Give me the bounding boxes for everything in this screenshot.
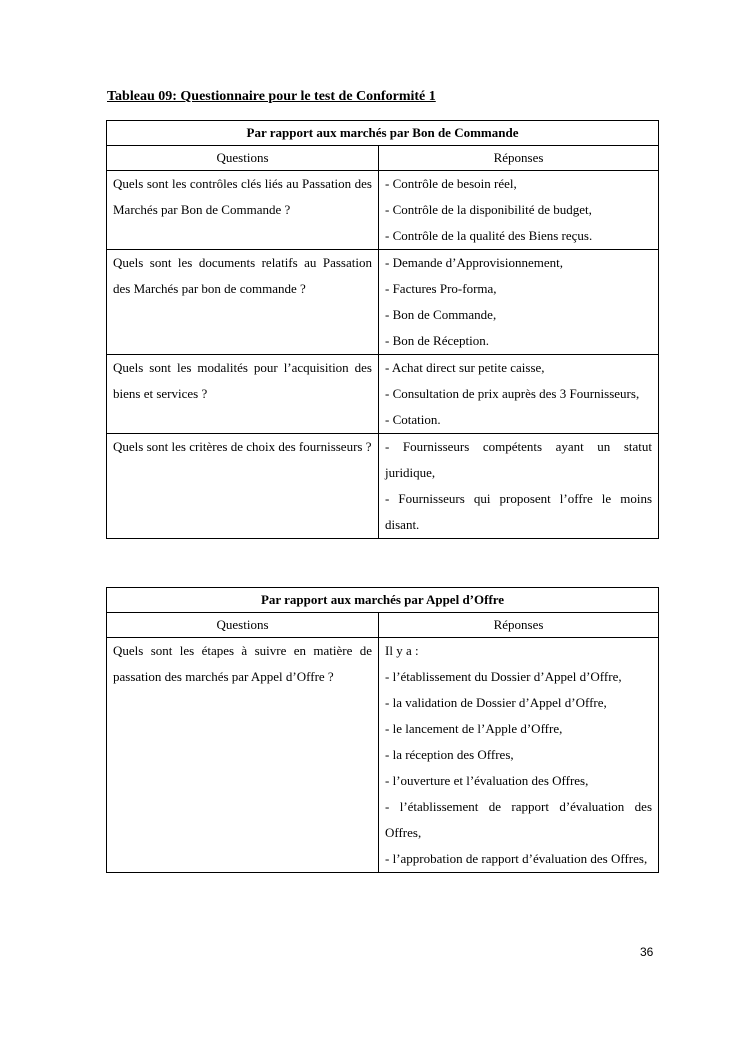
section-header: Par rapport aux marchés par Bon de Commande (107, 121, 659, 146)
answer-line: - Fournisseurs qui proposent l’offre le moins disant. (385, 491, 653, 532)
answer-line: - Contrôle de besoin réel, (385, 176, 517, 191)
answer-line: - Cotation. (385, 412, 441, 427)
answer-line: - la validation de Dossier d’Appel d’Offre, (385, 695, 607, 710)
answer-line: - le lancement de l’Apple d’Offre, (385, 721, 563, 736)
answer-cell (379, 250, 659, 355)
answer-line: - Achat direct sur petite caisse, (385, 360, 545, 375)
answer-line: - Contrôle de la disponibilité de budget, (385, 202, 592, 217)
question-cell: Quels sont les modalités pour l’acquisition des biens et services ? (107, 355, 379, 434)
answer-line: - Fournisseurs compétents ayant un statut juridique, (385, 439, 653, 480)
answer-line: - l’approbation de rapport d’évaluation des Offres, (385, 851, 648, 866)
column-header-responses: Réponses (379, 146, 659, 171)
answer-line: - la réception des Offres, (385, 747, 514, 762)
answer-cell (379, 434, 659, 539)
question-cell: Quels sont les contrôles clés liés au Passation des Marchés par Bon de Commande ? (107, 171, 379, 250)
table-row (107, 638, 659, 873)
answer-line: - l’établissement du Dossier d’Appel d’Offre, (385, 669, 622, 684)
answer-cell (379, 638, 659, 873)
table-caption: Tableau 09: Questionnaire pour le test de Conformité 1 (107, 89, 436, 104)
question-cell: Quels sont les documents relatifs au Passation des Marchés par bon de commande ? (107, 250, 379, 355)
column-header-questions: Questions (107, 146, 379, 171)
table-row (107, 434, 659, 539)
answer-line: Il y a : (385, 643, 419, 658)
answer-line: - Contrôle de la qualité des Biens reçus. (385, 228, 593, 243)
section-header: Par rapport aux marchés par Appel d’Offre (107, 588, 659, 613)
table-row (107, 355, 659, 434)
page-number: 36 (640, 945, 654, 959)
column-header-responses: Réponses (379, 613, 659, 638)
answer-line: - l’ouverture et l’évaluation des Offres, (385, 773, 589, 788)
answer-cell (379, 171, 659, 250)
answer-line: - l’établissement de rapport d’évaluation des Offres, (385, 799, 653, 840)
table-row (107, 250, 659, 355)
answer-line: - Factures Pro-forma, (385, 281, 497, 296)
questionnaire-table-bon-de-commande (106, 120, 659, 539)
question-cell: Quels sont les étapes à suivre en matière de passation des marchés par Appel d’Offre ? (107, 638, 379, 873)
answer-line: - Consultation de prix auprès des 3 Fournisseurs, (385, 386, 640, 401)
questionnaire-table-appel-d-offre (106, 587, 659, 873)
column-header-questions: Questions (107, 613, 379, 638)
answer-cell (379, 355, 659, 434)
answer-line: - Bon de Commande, (385, 307, 497, 322)
table-row (107, 171, 659, 250)
answer-line: - Demande d’Approvisionnement, (385, 255, 563, 270)
answer-line: - Bon de Réception. (385, 333, 489, 348)
question-cell: Quels sont les critères de choix des fournisseurs ? (107, 434, 379, 539)
